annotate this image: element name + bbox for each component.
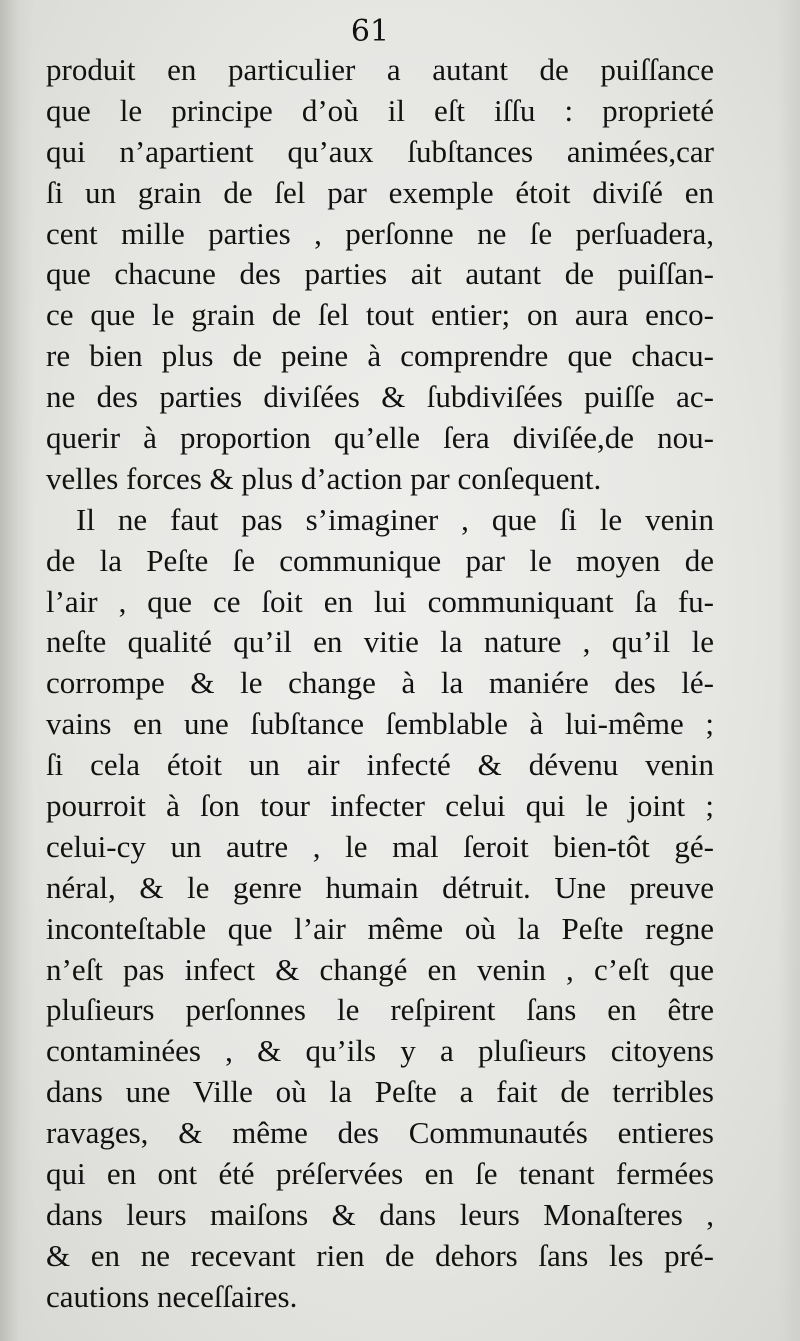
- page-edge-shadow: [778, 0, 800, 1341]
- text-line: ſi cela étoit un air infecté & dévenu venin: [46, 747, 714, 783]
- text-line: querir à proportion qu’elle ſera diviſée,de nou-: [46, 420, 714, 456]
- text-line: velles forces & plus d’action par conſequent.: [46, 460, 602, 496]
- text-line: que le principe d’où il eſt iſſu : proprieté: [46, 92, 714, 128]
- text-line: que chacune des parties ait autant de puiſſan-: [46, 256, 714, 292]
- text-line: inconteſtable que l’air même où la Peſte regne: [46, 910, 714, 946]
- text-line: n’eſt pas infect & changé en venin , c’eſt que: [46, 951, 714, 987]
- body-text: [46, 50, 714, 1318]
- text-line: pluſieurs perſonnes le reſpirent ſans en être: [46, 992, 714, 1028]
- text-line: contaminées , & qu’ils y a pluſieurs citoyens: [46, 1033, 714, 1069]
- text-line: l’air , que ce ſoit en lui communiquant ſa fu-: [46, 583, 714, 619]
- text-line: pourroit à ſon tour infecter celui qui le joint ;: [46, 788, 714, 824]
- text-line: dans une Ville où la Peſte a fait de terribles: [46, 1074, 714, 1110]
- text-line: ne des parties diviſées & ſubdiviſées puiſſe ac-: [46, 379, 714, 415]
- text-line: produit en particulier a autant de puiſſance: [46, 52, 714, 87]
- page-number: 61: [350, 14, 390, 49]
- text-line: celui-cy un autre , le mal ſeroit bien-tôt gé-: [46, 828, 714, 864]
- paragraph-first-line: Il ne faut pas s’imaginer , que ſi le venin: [76, 501, 714, 537]
- text-line: vains en une ſubſtance ſemblable à lui-même ;: [46, 706, 714, 742]
- text-line: ſi un grain de ſel par exemple étoit diviſé en: [46, 174, 714, 210]
- text-line: cautions neceſſaires.: [46, 1278, 298, 1314]
- text-line: cent mille parties , perſonne ne ſe perſuadera,: [46, 215, 714, 251]
- text-line: de la Peſte ſe communique par le moyen de: [46, 542, 714, 578]
- text-line: néral, & le genre humain détruit. Une preuve: [46, 869, 714, 905]
- text-line: re bien plus de peine à comprendre que chacu-: [46, 338, 714, 374]
- text-line: dans leurs maiſons & dans leurs Monaſteres ,: [46, 1196, 714, 1232]
- text-line: & en ne recevant rien de dehors ſans les pré-: [46, 1237, 714, 1273]
- binding-shadow: [0, 0, 34, 1341]
- text-line: corrompe & le change à la maniére des lé-: [46, 665, 714, 701]
- text-line: ravages, & même des Communautés entieres: [46, 1115, 714, 1151]
- text-line: ce que le grain de ſel tout entier; on aura enco-: [46, 297, 714, 333]
- text-line: neſte qualité qu’il en vitie la nature , qu’il le: [46, 624, 714, 660]
- text-line: qui n’apartient qu’aux ſubſtances animées,car: [46, 133, 714, 169]
- text-line: qui en ont été préſervées en ſe tenant fermées: [46, 1156, 714, 1192]
